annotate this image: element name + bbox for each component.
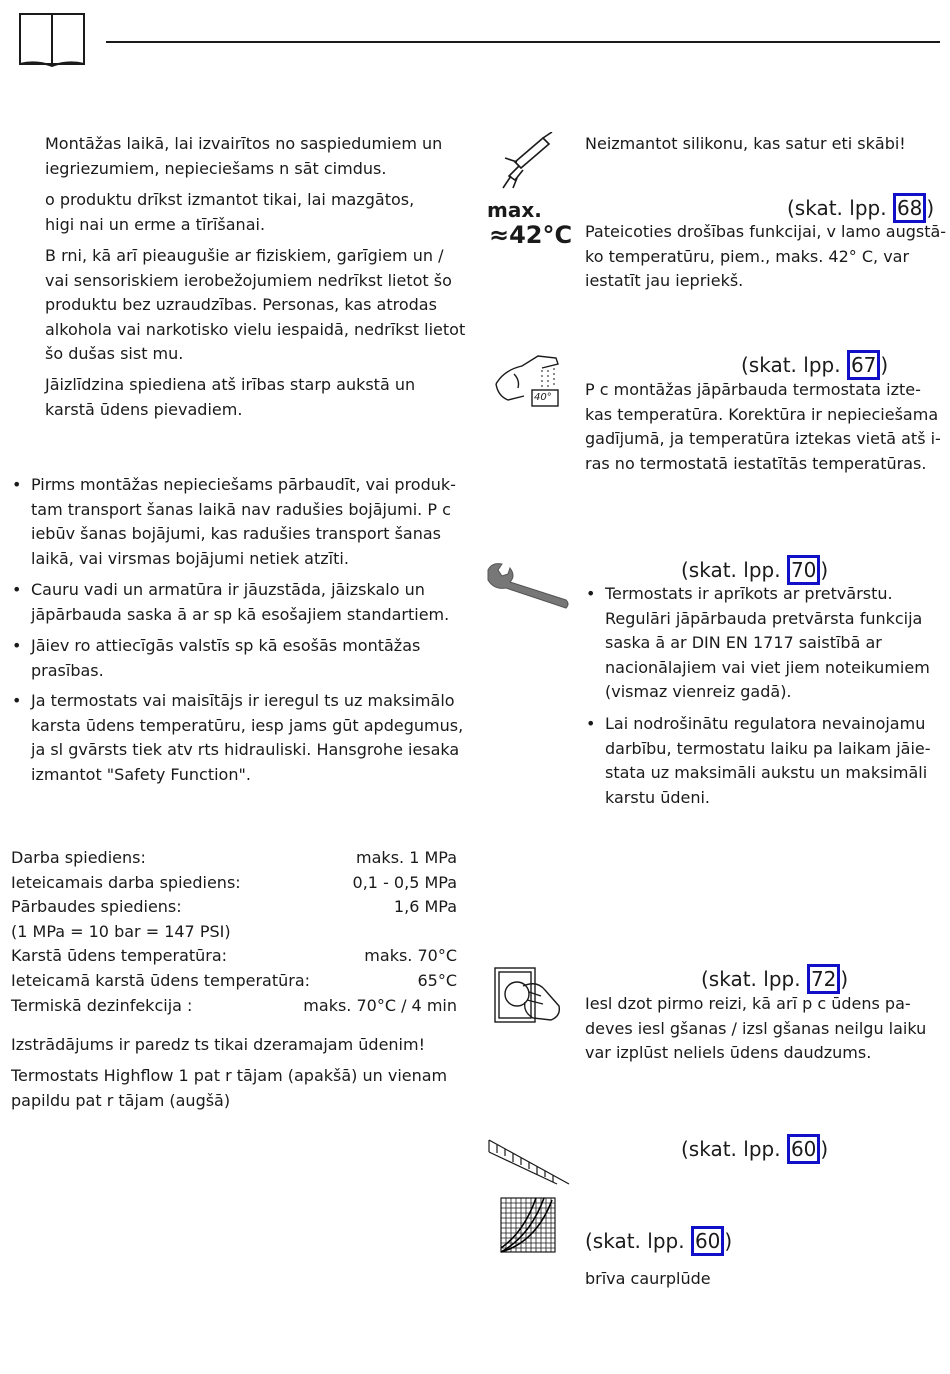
page-link-60-dimensions[interactable]: 60 (787, 1134, 820, 1164)
flow-reference[interactable]: (skat. lpp. 60 ) (585, 1226, 732, 1256)
page-link-70[interactable]: 70 (787, 555, 820, 585)
temperature-42-label: ≈42°C (489, 221, 573, 249)
silicone-gun-icon (497, 132, 559, 190)
safety-paragraph-usage: o produktu drīkst izmantot tikai, lai mazgātos, higi nai un erme a tīrīšanai. (45, 190, 415, 234)
maintenance-reference[interactable]: (skat. lpp. 70 ) (681, 555, 828, 585)
spec-row-working-pressure: Darba spiediens: maks. 1 MPa (11, 848, 457, 867)
safety-function-reference[interactable]: (skat. lpp. 68 ) (787, 193, 934, 223)
highflow-note: Termostats Highflow 1 pat r tājam (apakšā) un vienam papildu pat r tājam (augšā) (11, 1066, 448, 1110)
page-link-68[interactable]: 68 (893, 193, 926, 223)
calibration-text: P c montāžas jāpārbauda termostata izte- kas temperatūra. Korektūra ir nepieciešama gadījumā, ja temperatūra iztekas vietā atš i- ras no termostatā iestatītās temperatūras. (585, 380, 941, 473)
operation-text: Iesl dzot pirmo reizi, kā arī p c ūdens pa- deves iesl gšanas / izsl gšanas neilgu laiku var izplūst neliels ūdens daudzums. (585, 994, 927, 1062)
shower-thermometer-icon (494, 352, 562, 410)
wrench-icon (486, 562, 570, 610)
safety-function-text: Pateicoties drošības funkcijai, v lamo augstā- ko temperatūru, piem., maks. 42° C, var iestatīt jau iepriekš. (585, 222, 947, 290)
max-label: max. (487, 198, 542, 222)
drinking-water-note: Izstrādājums ir paredz ts tikai dzeramajam ūdenim! (11, 1035, 425, 1054)
maintenance-bullet-check-valve: • Termostats ir aprīkots ar pretvārstu. Regulāri jāpārbauda pretvārsta funkcija saska ā ar DIN EN 1717 saistībā ar nacionālajiem vai viet jiem noteikumiem (vismaz vienreiz gadā). (586, 584, 930, 701)
mounting-bullet-regulations: • Jāiev ro attiecīgās valstīs sp kā esošās montāžas prasības. (12, 636, 421, 680)
mounting-bullet-burns: • Ja termostats vai maisītājs ir ieregul ts uz maksimālo karsta ūdens temperatūru, iesp jams gūt apdegumus, ja sl gvārsts tiek atv rts hidrauliski. Hansgrohe iesaka izmantot "Safety Function". (12, 691, 464, 784)
thermostat-knob-hand-icon (493, 966, 563, 1024)
gauge-readout: 40° (534, 392, 552, 403)
mounting-bullet-inspection: • Pirms montāžas nepieciešams pārbaudīt, vai produk- tam transport šanas laikā nav radušies bojājumi. P c iebūv šanas bojājumi, kas radušies transport šanas laikā, vai virsmas bojājumi netiek atzīti. (12, 475, 456, 568)
spec-row-disinfection: Termiskā dezinfekcija : maks. 70°C / 4 min (11, 996, 457, 1015)
spec-row-test-pressure: Pārbaudes spiediens: 1,6 MPa (11, 897, 457, 916)
safety-paragraph-gloves: Montāžas laikā, lai izvairītos no saspiedumiem un iegriezumiem, nepieciešams n sāt cimdus. (45, 134, 443, 178)
safety-paragraph-pressure: Jāizlīdzina spiediena atš irības starp aukstā un karstā ūdens pievadiem. (45, 375, 416, 419)
safety-paragraph-children: B rni, kā arī pieaugušie ar fiziskiem, garīgiem un / vai sensoriskiem ierobežojumiem nedrīkst lietot šo produktu bez uzraudzības. Personas, kas atrodas alkohola vai narkotisko vielu iespaidā, nedrīkst lietot šo dušas sist mu. (45, 246, 466, 363)
calibration-reference[interactable]: (skat. lpp. 67 ) (741, 350, 888, 380)
dimensions-reference[interactable]: (skat. lpp. 60 ) (681, 1134, 828, 1164)
spec-row-conversion: (1 MPa = 10 bar = 147 PSI) (11, 922, 231, 941)
silicone-warning: Neizmantot silikonu, kas satur eti skābi! (585, 134, 906, 153)
operation-reference[interactable]: (skat. lpp. 72 ) (701, 964, 848, 994)
spec-row-recommended-temperature: Ieteicamā karstā ūdens temperatūra: 65°C (11, 971, 457, 990)
maintenance-bullet-regulator: • Lai nodrošinātu regulatora nevainojamu darbību, termostatu laiku pa laikam jāie- stata uz maksimāli aukstu un maksimāli karstu ūdeni. (586, 714, 931, 807)
page-link-67[interactable]: 67 (847, 350, 880, 380)
spec-row-recommended-pressure: Ieteicamais darba spiediens: 0,1 - 0,5 MPa (11, 873, 457, 892)
ruler-dimensions-icon (487, 1136, 571, 1186)
spec-row-hot-water-temperature: Karstā ūdens temperatūra: maks. 70°C (11, 946, 457, 965)
header-rule (106, 41, 940, 43)
free-flow-label: brīva caurplūde (585, 1269, 711, 1288)
mounting-bullet-pipes: • Cauru vadi un armatūra ir jāuzstāda, jāizskalo un jāpārbauda saska ā ar sp kā esošajiem standartiem. (12, 580, 450, 624)
manual-book-icon (18, 10, 88, 68)
flow-diagram-icon (500, 1196, 556, 1254)
page-link-72[interactable]: 72 (807, 964, 840, 994)
page-link-60-flow[interactable]: 60 (691, 1226, 724, 1256)
